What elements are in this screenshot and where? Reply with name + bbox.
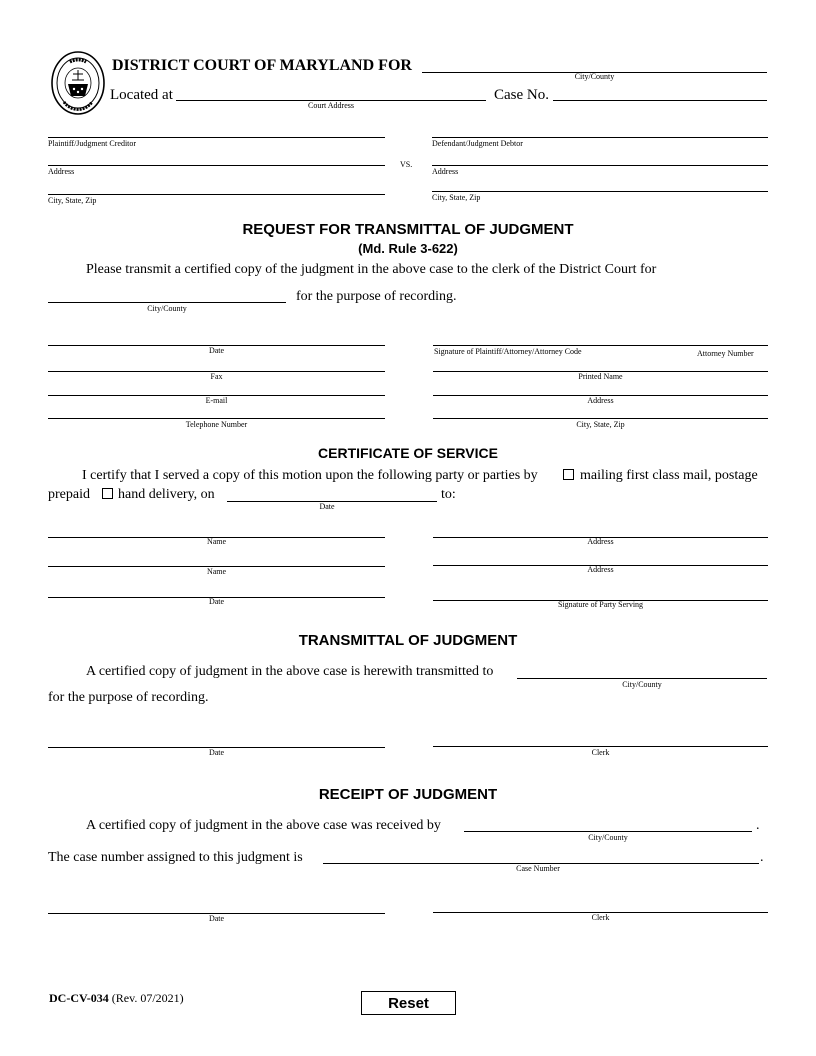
plaintiff-csz-field[interactable] <box>48 194 385 195</box>
transmittal-city-county-field[interactable] <box>517 678 767 679</box>
certificate-title: CERTIFICATE OF SERVICE <box>318 445 498 461</box>
request-csz-caption: City, State, Zip <box>576 420 625 429</box>
transmittal-clerk-caption: Clerk <box>591 748 610 757</box>
receipt-case-number-caption: Case Number <box>516 864 560 873</box>
mail-checkbox[interactable] <box>563 469 574 480</box>
reset-button[interactable]: Reset <box>361 991 456 1015</box>
form-code <box>49 991 184 1006</box>
defendant-address-caption: Address <box>432 167 459 176</box>
receipt-clerk-caption: Clerk <box>591 913 610 922</box>
request-title: REQUEST FOR TRANSMITTAL OF JUDGMENT <box>242 221 574 238</box>
transmittal-date-caption: Date <box>208 748 225 757</box>
receipt-paragraph: A certified copy of judgment in the above case was received by <box>86 818 441 833</box>
receipt-case-number-text: The case number assigned to this judgment is <box>48 850 303 865</box>
request-telephone-field[interactable] <box>48 418 385 419</box>
transmittal-city-county-caption: City/County <box>622 680 662 689</box>
attorney-number-caption: Attorney Number <box>697 349 754 358</box>
request-telephone-caption: Telephone Number <box>185 420 248 429</box>
request-signature-field[interactable] <box>433 345 768 346</box>
plaintiff-field[interactable] <box>48 137 385 138</box>
receipt-city-county-caption: City/County <box>588 833 628 842</box>
request-address-caption: Address <box>587 396 614 405</box>
court-seal-graphic <box>50 50 106 116</box>
service-address2-caption: Address <box>587 565 614 574</box>
defendant-caption: Defendant/Judgment Debtor <box>432 139 523 148</box>
defendant-csz-caption: City, State, Zip <box>432 193 481 202</box>
receipt-date-caption: Date <box>208 914 225 923</box>
service-name2-caption: Name <box>206 567 227 576</box>
case-no-field[interactable] <box>553 100 767 101</box>
request-city-county-caption: City/County <box>147 304 187 313</box>
request-city-county-field[interactable] <box>48 302 286 303</box>
request-fax-caption: Fax <box>210 372 223 381</box>
receipt-title: RECEIPT OF JUDGMENT <box>318 786 498 803</box>
certificate-date-caption: Date <box>319 502 335 511</box>
transmittal-paragraph: A certified copy of judgment in the above case is herewith transmitted to <box>86 664 494 679</box>
certificate-hand-delivery: hand delivery, on <box>118 487 215 502</box>
request-date-caption: Date <box>208 346 225 355</box>
plaintiff-csz-caption: City, State, Zip <box>48 196 97 205</box>
court-address-caption: Court Address <box>308 101 354 110</box>
court-title: DISTRICT COURT OF MARYLAND FOR <box>112 57 412 74</box>
service-address1-caption: Address <box>587 537 614 546</box>
request-email-caption: E-mail <box>205 396 228 405</box>
service-signature-caption: Signature of Party Serving <box>557 600 644 609</box>
plaintiff-caption: Plaintiff/Judgment Creditor <box>48 139 137 148</box>
transmittal-clerk-field[interactable] <box>433 746 768 747</box>
service-date-caption: Date <box>208 597 225 606</box>
form-revision: (Rev. 07/2021) <box>111 991 184 1005</box>
defendant-csz-field[interactable] <box>432 191 768 192</box>
vs-label: VS. <box>400 160 413 169</box>
defendant-address-field[interactable] <box>432 165 768 166</box>
city-county-caption: City/County <box>574 72 615 81</box>
transmittal-title: TRANSMITTAL OF JUDGMENT <box>298 632 518 649</box>
request-printed-name-caption: Printed Name <box>578 372 623 381</box>
receipt-city-county-field[interactable] <box>464 831 752 832</box>
defendant-field[interactable] <box>432 137 768 138</box>
located-at-label: Located at <box>110 87 173 103</box>
certificate-to: to: <box>441 487 456 502</box>
certificate-prepaid: prepaid <box>48 487 90 502</box>
request-signature-caption: Signature of Plaintiff/Attorney/Attorney Code <box>434 347 582 356</box>
plaintiff-address-caption: Address <box>48 167 75 176</box>
court-seal <box>50 50 106 116</box>
certificate-line1-end: mailing first class mail, postage <box>580 468 758 483</box>
request-paragraph: Please transmit a certified copy of the judgment in the above case to the clerk of the District Court for <box>86 262 657 277</box>
request-subtitle: (Md. Rule 3-622) <box>358 241 458 256</box>
service-name1-caption: Name <box>206 537 227 546</box>
receipt-period-1: . <box>756 818 760 833</box>
form-code-id: DC-CV-034 <box>49 991 109 1005</box>
hand-delivery-checkbox[interactable] <box>102 488 113 499</box>
receipt-period-2: . <box>760 850 764 865</box>
plaintiff-address-field[interactable] <box>48 165 385 166</box>
request-csz-field[interactable] <box>433 418 768 419</box>
transmittal-purpose-text: for the purpose of recording. <box>48 690 209 705</box>
certificate-line1: I certify that I served a copy of this motion upon the following party or parties by <box>82 468 538 483</box>
case-no-label: Case No. <box>494 87 549 103</box>
request-purpose-text: for the purpose of recording. <box>296 289 457 304</box>
